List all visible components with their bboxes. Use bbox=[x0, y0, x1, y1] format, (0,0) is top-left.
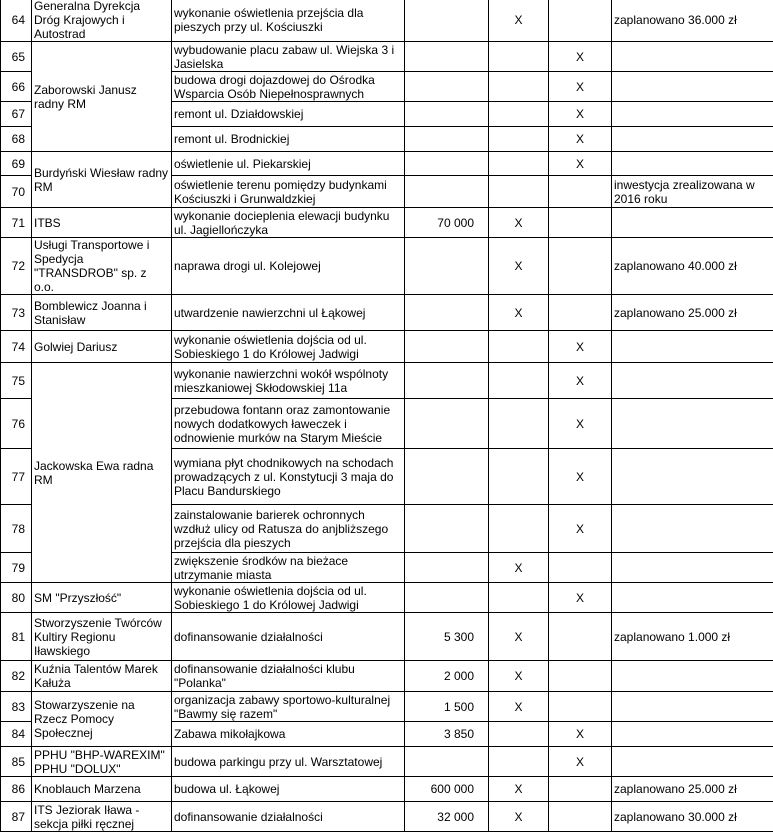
row-number: 86 bbox=[1, 777, 32, 802]
amount-cell bbox=[405, 176, 489, 208]
task-cell: wykonanie nawierzchni wokół wspólnoty mieszkaniowej Skłodowskiej 11a bbox=[172, 363, 405, 399]
table-row bbox=[1, 777, 773, 802]
applicant-cell: Generalna Dyrekcja Dróg Krajowych i Autostrad bbox=[32, 0, 172, 42]
applicant-cell: Kuźnia Talentów Marek Kałuża bbox=[32, 661, 172, 692]
task-cell: remont ul. Działdowskiej bbox=[172, 102, 405, 127]
applicant-cell: Usługi Transportowe i Spedycja "TRANSDROB" sp. z o.o. bbox=[32, 238, 172, 295]
row-number: 72 bbox=[1, 238, 32, 295]
amount-cell bbox=[405, 127, 489, 152]
applicant-cell: Bomblewicz Joanna i Stanisław bbox=[32, 295, 172, 331]
table-row bbox=[1, 331, 773, 363]
mark-cell-b bbox=[549, 692, 612, 722]
task-cell: oświetlenie terenu pomiędzy budynkami Kościuszki i Grunwaldzkiej bbox=[172, 176, 405, 208]
note-cell: zaplanowano 40.000 zł bbox=[612, 238, 773, 295]
note-cell bbox=[612, 331, 773, 363]
task-cell: wymiana płyt chodnikowych na schodach prowadzących z ul. Konstytucji 3 maja do Placu Bandurskiego bbox=[172, 449, 405, 505]
mark-cell-a: X bbox=[489, 295, 549, 331]
table-row bbox=[1, 747, 773, 777]
mark-cell-b bbox=[549, 238, 612, 295]
table-row bbox=[1, 583, 773, 613]
table-row bbox=[1, 152, 773, 176]
mark-cell-a bbox=[489, 363, 549, 399]
mark-cell-a bbox=[489, 176, 549, 208]
mark-cell-b: X bbox=[549, 127, 612, 152]
row-number: 82 bbox=[1, 661, 32, 692]
task-cell: oświetlenie ul. Piekarskiej bbox=[172, 152, 405, 176]
task-cell: Zabawa mikołajkowa bbox=[172, 722, 405, 747]
row-number: 67 bbox=[1, 102, 32, 127]
note-cell bbox=[612, 449, 773, 505]
amount-cell: 2 000 bbox=[405, 661, 489, 692]
mark-cell-b bbox=[549, 613, 612, 661]
task-cell: wybudowanie placu zabaw ul. Wiejska 3 i Jasielska bbox=[172, 42, 405, 72]
note-cell: zaplanowano 25.000 zł bbox=[612, 295, 773, 331]
table-row bbox=[1, 0, 773, 42]
amount-cell: 600 000 bbox=[405, 777, 489, 802]
amount-cell bbox=[405, 295, 489, 331]
row-number: 75 bbox=[1, 363, 32, 399]
applicant-cell: ITBS bbox=[32, 208, 172, 238]
amount-cell bbox=[405, 152, 489, 176]
mark-cell-b bbox=[549, 777, 612, 802]
mark-cell-a bbox=[489, 331, 549, 363]
amount-cell bbox=[405, 505, 489, 553]
mark-cell-b: X bbox=[549, 331, 612, 363]
note-cell bbox=[612, 72, 773, 102]
table-row bbox=[1, 802, 773, 832]
mark-cell-a: X bbox=[489, 692, 549, 722]
row-number: 77 bbox=[1, 449, 32, 505]
note-cell bbox=[612, 127, 773, 152]
task-cell: zainstalowanie barierek ochronnych wzdłuż ulicy od Ratusza do anjbliższego przejścia dla pieszych bbox=[172, 505, 405, 553]
row-number: 87 bbox=[1, 802, 32, 832]
applicant-cell: Knoblauch Marzena bbox=[32, 777, 172, 802]
mark-cell-a bbox=[489, 747, 549, 777]
task-cell: naprawa drogi ul. Kolejowej bbox=[172, 238, 405, 295]
mark-cell-a bbox=[489, 399, 549, 449]
row-number: 68 bbox=[1, 127, 32, 152]
mark-cell-a: X bbox=[489, 0, 549, 42]
task-cell: wykonanie oświetlenia dojścia od ul. Sobieskiego 1 do Królowej Jadwigi bbox=[172, 331, 405, 363]
mark-cell-b: X bbox=[549, 583, 612, 613]
amount-cell bbox=[405, 42, 489, 72]
task-cell: utwardzenie nawierzchni ul Łąkowej bbox=[172, 295, 405, 331]
row-number: 81 bbox=[1, 613, 32, 661]
note-cell bbox=[612, 692, 773, 722]
row-number: 78 bbox=[1, 505, 32, 553]
applicant-cell: Stworzyszenie Twórców Kultiry Regionu Iławskiego bbox=[32, 613, 172, 661]
row-number: 74 bbox=[1, 331, 32, 363]
mark-cell-b bbox=[549, 553, 612, 583]
table-row bbox=[1, 295, 773, 331]
row-number: 64 bbox=[1, 0, 32, 42]
mark-cell-a bbox=[489, 102, 549, 127]
mark-cell-a: X bbox=[489, 553, 549, 583]
note-cell: zaplanowano 1.000 zł bbox=[612, 613, 773, 661]
task-cell: budowa ul. Łąkowej bbox=[172, 777, 405, 802]
row-number: 85 bbox=[1, 747, 32, 777]
table-row bbox=[1, 363, 773, 399]
applicant-cell: Golwiej Dariusz bbox=[32, 331, 172, 363]
mark-cell-a: X bbox=[489, 802, 549, 832]
table-row bbox=[1, 42, 773, 72]
note-cell bbox=[612, 208, 773, 238]
amount-cell bbox=[405, 102, 489, 127]
row-number: 69 bbox=[1, 152, 32, 176]
mark-cell-b: X bbox=[549, 722, 612, 747]
mark-cell-b bbox=[549, 0, 612, 42]
note-cell bbox=[612, 363, 773, 399]
row-number: 80 bbox=[1, 583, 32, 613]
note-cell bbox=[612, 583, 773, 613]
mark-cell-a bbox=[489, 505, 549, 553]
note-cell bbox=[612, 553, 773, 583]
mark-cell-b: X bbox=[549, 399, 612, 449]
note-cell: zaplanowano 25.000 zł bbox=[612, 777, 773, 802]
row-number: 71 bbox=[1, 208, 32, 238]
mark-cell-a bbox=[489, 583, 549, 613]
note-cell bbox=[612, 747, 773, 777]
row-number: 76 bbox=[1, 399, 32, 449]
applicant-cell: PPHU "BHP-WAREXIM" PPHU "DOLUX" bbox=[32, 747, 172, 777]
mark-cell-b bbox=[549, 208, 612, 238]
applicant-cell: Burdyński Wiesław radny RM bbox=[32, 152, 172, 208]
mark-cell-b: X bbox=[549, 747, 612, 777]
mark-cell-b: X bbox=[549, 152, 612, 176]
mark-cell-a: X bbox=[489, 238, 549, 295]
amount-cell: 3 850 bbox=[405, 722, 489, 747]
amount-cell bbox=[405, 553, 489, 583]
amount-cell bbox=[405, 331, 489, 363]
note-cell bbox=[612, 102, 773, 127]
note-cell bbox=[612, 152, 773, 176]
amount-cell bbox=[405, 747, 489, 777]
task-cell: przebudowa fontann oraz zamontowanie nowych dodatkowych ławeczek i odnowienie murków na Starym Mieście bbox=[172, 399, 405, 449]
table-row bbox=[1, 692, 773, 722]
table-row bbox=[1, 661, 773, 692]
applicant-cell: SM "Przyszłość" bbox=[32, 583, 172, 613]
mark-cell-b: X bbox=[549, 42, 612, 72]
applicant-cell: ITS Jeziorak Iława - sekcja piłki ręcznej bbox=[32, 802, 172, 832]
mark-cell-a: X bbox=[489, 208, 549, 238]
row-number: 79 bbox=[1, 553, 32, 583]
note-cell: zaplanowano 30.000 zł bbox=[612, 802, 773, 832]
task-cell: remont ul. Brodnickiej bbox=[172, 127, 405, 152]
mark-cell-a bbox=[489, 127, 549, 152]
table-row bbox=[1, 613, 773, 661]
applicant-cell: Stowarzyszenie na Rzecz Pomocy Społecznej bbox=[32, 692, 172, 747]
amount-cell: 70 000 bbox=[405, 208, 489, 238]
mark-cell-b: X bbox=[549, 449, 612, 505]
mark-cell-b bbox=[549, 661, 612, 692]
row-number: 84 bbox=[1, 722, 32, 747]
task-cell: organizacja zabawy sportowo-kulturalnej "Bawmy się razem" bbox=[172, 692, 405, 722]
note-cell: inwestycja zrealizowana w 2016 roku bbox=[612, 176, 773, 208]
mark-cell-b bbox=[549, 176, 612, 208]
table-row bbox=[1, 238, 773, 295]
amount-cell bbox=[405, 449, 489, 505]
note-cell bbox=[612, 661, 773, 692]
task-cell: wykonanie oświetlenia przejścia dla pieszych przy ul. Kościuszki bbox=[172, 0, 405, 42]
row-number: 73 bbox=[1, 295, 32, 331]
task-cell: dofinansowanie działalności bbox=[172, 613, 405, 661]
mark-cell-b bbox=[549, 295, 612, 331]
task-cell: wykonanie docieplenia elewacji budynku ul. Jagiellończyka bbox=[172, 208, 405, 238]
note-cell bbox=[612, 505, 773, 553]
row-number: 70 bbox=[1, 176, 32, 208]
row-number: 83 bbox=[1, 692, 32, 722]
amount-cell bbox=[405, 399, 489, 449]
mark-cell-b: X bbox=[549, 505, 612, 553]
amount-cell bbox=[405, 583, 489, 613]
amount-cell bbox=[405, 0, 489, 42]
note-cell bbox=[612, 722, 773, 747]
note-cell: zaplanowano 36.000 zł bbox=[612, 0, 773, 42]
mark-cell-a bbox=[489, 42, 549, 72]
amount-cell bbox=[405, 238, 489, 295]
applicant-cell: Jackowska Ewa radna RM bbox=[32, 363, 172, 583]
mark-cell-a bbox=[489, 449, 549, 505]
amount-cell bbox=[405, 72, 489, 102]
mark-cell-b: X bbox=[549, 363, 612, 399]
task-cell: budowa drogi dojazdowej do Ośrodka Wsparcia Osób Niepełnosprawnych bbox=[172, 72, 405, 102]
applicant-cell: Zaborowski Janusz radny RM bbox=[32, 42, 172, 152]
task-cell: budowa parkingu przy ul. Warsztatowej bbox=[172, 747, 405, 777]
mark-cell-a: X bbox=[489, 613, 549, 661]
amount-cell bbox=[405, 363, 489, 399]
mark-cell-a: X bbox=[489, 777, 549, 802]
mark-cell-b: X bbox=[549, 102, 612, 127]
amount-cell: 1 500 bbox=[405, 692, 489, 722]
mark-cell-b: X bbox=[549, 72, 612, 102]
row-number: 65 bbox=[1, 42, 32, 72]
task-cell: zwiększenie środków na bieżace utrzymanie miasta bbox=[172, 553, 405, 583]
amount-cell: 5 300 bbox=[405, 613, 489, 661]
amount-cell: 32 000 bbox=[405, 802, 489, 832]
mark-cell-a bbox=[489, 152, 549, 176]
mark-cell-b bbox=[549, 802, 612, 832]
table-row bbox=[1, 208, 773, 238]
note-cell bbox=[612, 399, 773, 449]
row-number: 66 bbox=[1, 72, 32, 102]
mark-cell-a bbox=[489, 722, 549, 747]
task-cell: dofinansowanie działalności klubu "Polanka" bbox=[172, 661, 405, 692]
task-cell: dofinansowanie działalności bbox=[172, 802, 405, 832]
mark-cell-a bbox=[489, 72, 549, 102]
task-cell: wykonanie oświetlenia dojścia od ul. Sobieskiego 1 do Królowej Jadwigi bbox=[172, 583, 405, 613]
note-cell bbox=[612, 42, 773, 72]
mark-cell-a: X bbox=[489, 661, 549, 692]
